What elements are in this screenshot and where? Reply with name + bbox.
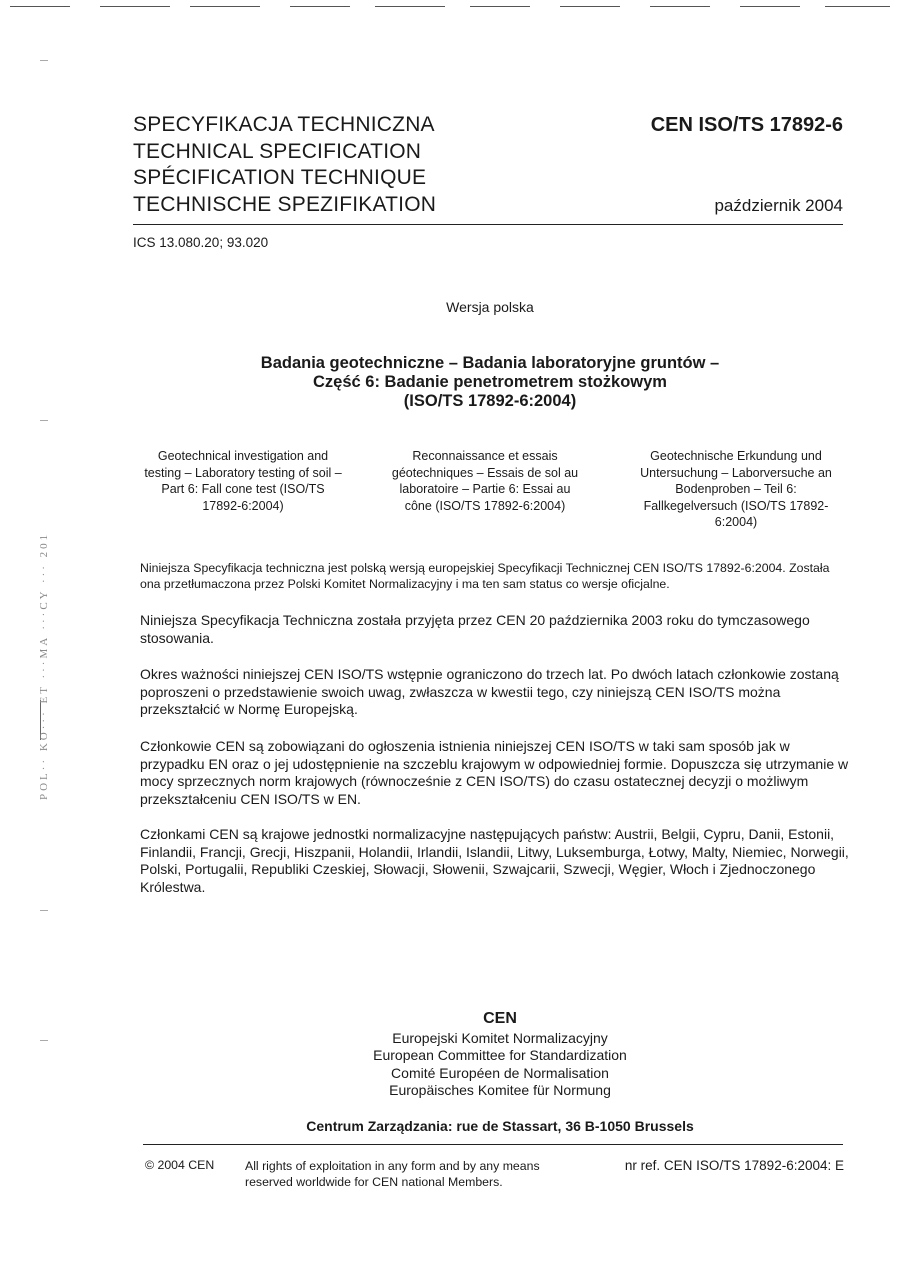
headquarters-address: Centrum Zarządzania: rue de Stassart, 36 B-1050 Brussels [306, 1118, 694, 1134]
members-paragraph: Członkami CEN są krajowe jednostki normalizacyjne następujących państw: Austrii, Belgii, Cypru, Danii, Estonii, Finlandii, Francji, Grecji, Hiszpanii, Holandii, Irlandii, Islandii, Litwy, Luksemburga, Łotwy, Malty, Niemiec, Norwegii, Polski, Portugalii, Republiki Czeskiej, Słowacji, Słowenii, Szwajcarii, Szwecji, Węgier, Włoch i Zjednoczonego Królestwa. [140, 826, 849, 895]
footer-divider [143, 1144, 843, 1145]
copyright: © 2004 CEN [145, 1158, 215, 1172]
ics-code: ICS 13.080.20; 93.020 [133, 235, 269, 250]
main-title [140, 354, 840, 411]
publication-date: październik 2004 [714, 196, 843, 215]
cen-name-fr: Comité Européen de Normalisation [391, 1064, 609, 1081]
cen-name-de: Europäisches Komitee für Normung [389, 1082, 611, 1098]
intro-note: Niniejsza Specyfikacja techniczna jest polską wersją europejskiej Specyfikacji Technicznej CEN ISO/TS 17892-6:2004. Została ona przetłumaczona przez Polski Komitet Normalizacyjny i ma ten sam status co wersje oficjalne. [140, 561, 830, 591]
main-title-line1: Badania geotechniczne – Badania laboratoryjne gruntów – [260, 354, 720, 372]
main-title-line2: Część 6: Badanie penetrometrem stożkowym [313, 373, 667, 391]
scan-rule [560, 6, 620, 7]
scan-rule [650, 6, 710, 7]
scan-rule [470, 6, 530, 7]
cen-name-pl: Europejski Komitet Normalizacyjny [392, 1029, 608, 1046]
spec-title-de: TECHNISCHE SPEZIFIKATION [133, 192, 437, 216]
side-stamp: POL·· KO··· ET ···MA ···CY ··· 201 [38, 531, 50, 800]
spec-title-block [133, 112, 436, 218]
margin-tick [40, 1040, 48, 1041]
cen-name: CEN [483, 1010, 517, 1027]
title-french: Reconnaissance et essais géotechniques – Essais de sol au laboratoire – Partie 6: Essai au cône (ISO/TS 17892-6:2004) [391, 449, 579, 513]
reference-number: nr ref. CEN ISO/TS 17892-6:2004: E [624, 1158, 844, 1173]
scan-rule [375, 6, 445, 7]
scan-rule [100, 6, 170, 7]
scan-rule [290, 6, 350, 7]
spec-title-fr: SPÉCIFICATION TECHNIQUE [133, 166, 427, 189]
title-english: Geotechnical investigation and testing – Laboratory testing of soil – Part 6: Fall cone test (ISO/TS 17892-6:2004) [144, 449, 342, 513]
spec-title-pl: SPECYFIKACJA TECHNICZNA [133, 113, 435, 136]
spec-title-en: TECHNICAL SPECIFICATION [133, 139, 422, 163]
scan-rule [190, 6, 260, 7]
approval-paragraph: Niniejsza Specyfikacja Techniczna została przyjęta przez CEN 20 października 2003 roku do tymczasowego stosowania. [140, 612, 810, 646]
scan-rule [825, 6, 890, 7]
obligations-paragraph: Członkowie CEN są zobowiązani do ogłoszenia istnienia niniejszej CEN ISO/TS w taki sam sposób jak w przypadku EN oraz o jej udostępnienie na szczeblu krajowym w odpowiedniej formie. Dopuszcza się utrzymanie w mocy sprzecznych norm krajowych (równocześnie z CEN ISO/TS) do czasu ostatecznej decyzji o możliwym przekształceniu CEN ISO/TS w EN. [140, 738, 849, 807]
rights-notice: All rights of exploitation in any form and by any means reserved worldwide for CEN national Members. [245, 1159, 540, 1189]
cen-block [250, 1010, 750, 1100]
margin-tick [40, 910, 48, 911]
validity-paragraph: Okres ważności niniejszej CEN ISO/TS wstępnie ograniczono do trzech lat. Po dwóch latach członkowie zostaną poproszeni o przedstawienie swoich uwag, zwłaszcza w kwestii tego, czy niniejszą CEN ISO/TS można przekształcić w Normę Europejską. [140, 666, 839, 717]
standard-number: CEN ISO/TS 17892-6 [650, 114, 843, 136]
cen-name-en: European Committee for Standardization [373, 1047, 627, 1063]
version-label: Wersja polska [446, 299, 534, 315]
margin-tick [40, 420, 48, 421]
header-divider [133, 224, 843, 225]
scan-rule [10, 6, 70, 7]
scan-rule [740, 6, 800, 7]
main-title-line3: (ISO/TS 17892-6:2004) [403, 392, 577, 410]
title-german: Geotechnische Erkundung und Untersuchung – Laborversuche an Bodenproben – Teil 6: Fallkegelversuch (ISO/TS 17892-6:2004) [640, 449, 832, 529]
margin-tick [40, 60, 48, 61]
